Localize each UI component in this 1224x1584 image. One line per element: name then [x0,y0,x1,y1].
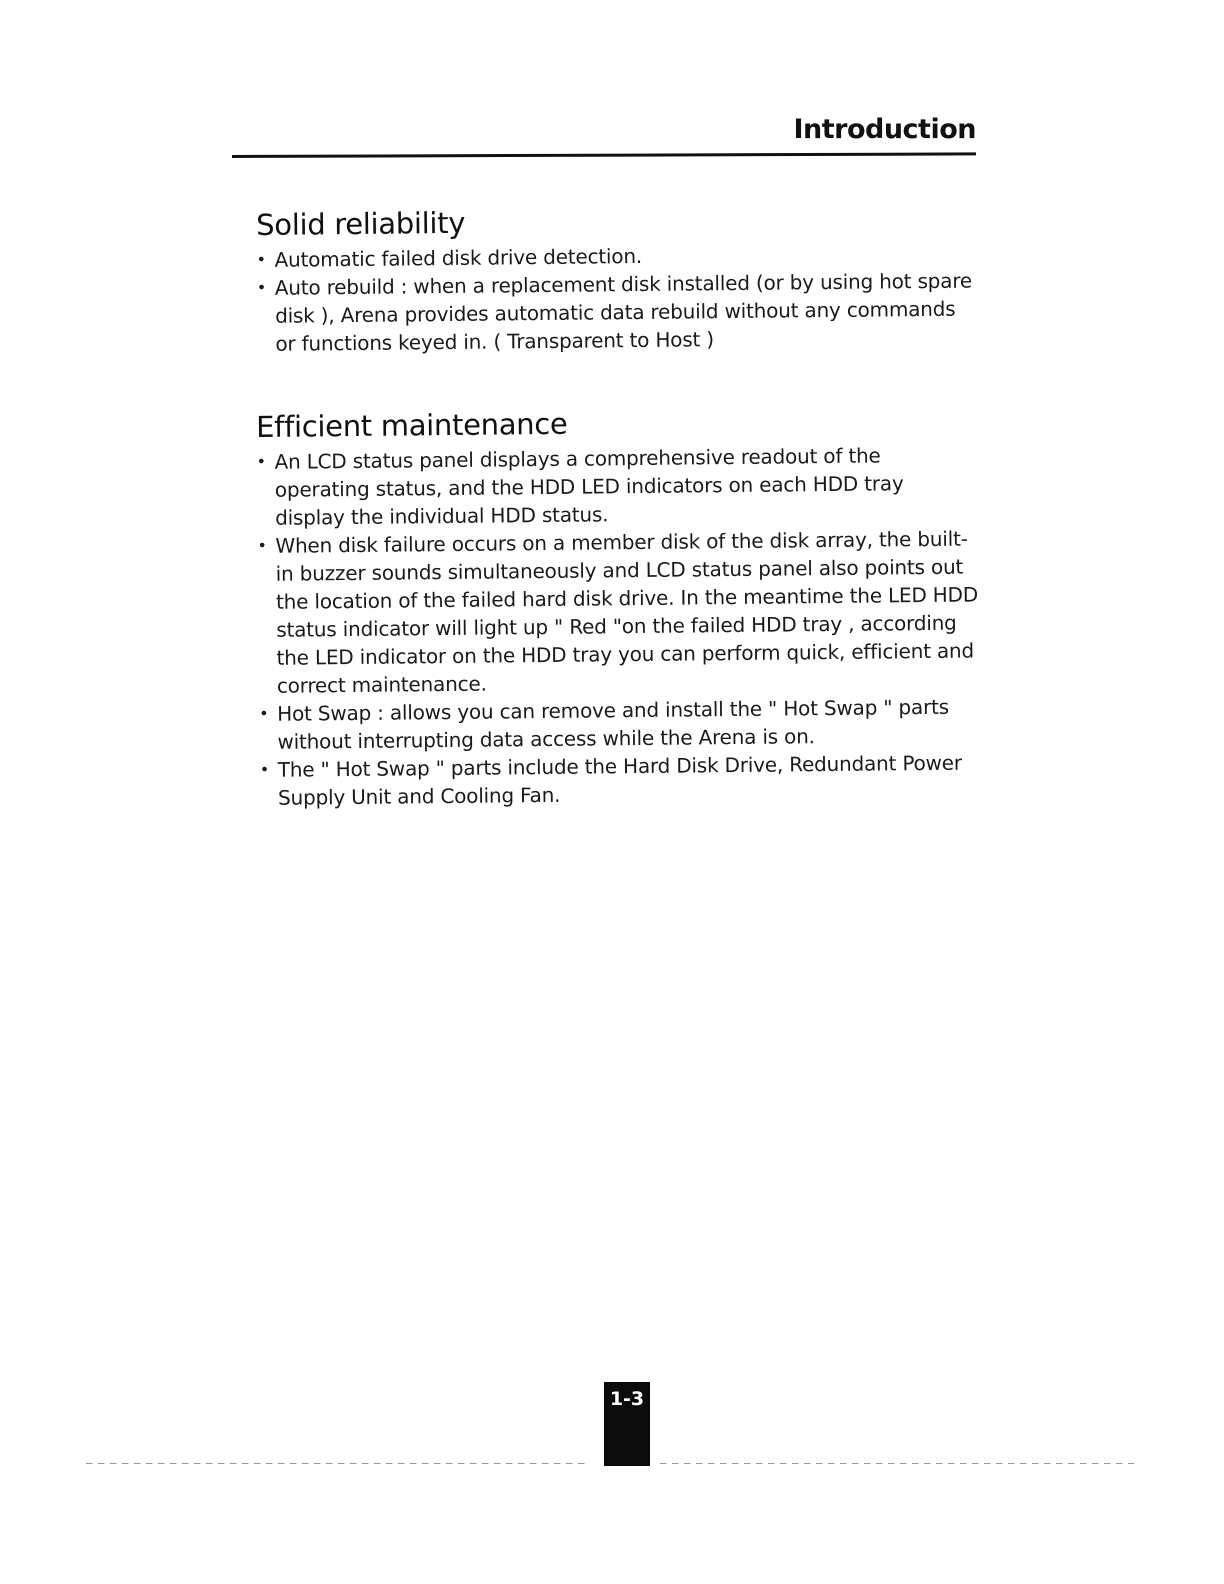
bullet-text: Hot Swap : allows you can remove and install the " Hot Swap " parts without interrupting data access while the Arena is on. [277,694,950,754]
footer-rule-left [86,1463,586,1464]
bullet-list [256,440,980,812]
footer-rule-right [660,1463,1134,1464]
bullet-icon: • [256,451,266,471]
page-number: 1-3 [609,1388,645,1410]
page-number-tab [604,1382,650,1466]
section-heading: Solid reliability [256,205,466,242]
list-item [260,748,981,812]
bullet-icon: • [256,277,267,297]
list-item [256,440,977,532]
header-rule [232,152,976,158]
chapter-title: Introduction [793,114,976,145]
bullet-text: Automatic failed disk drive detection. [274,243,643,272]
list-item [257,524,979,700]
list-item [259,692,980,756]
bullet-text: Auto rebuild : when a replacement disk installed (or by using hot spare disk ), Arena provides automatic data rebuild without any commands or functions keyed in. ( Transparent to Host ) [274,268,973,356]
bullet-text: When disk failure occurs on a member disk of the disk array, the built-in buzzer sounds simultaneously and LCD status panel also points out the location of the failed hard disk drive. In the meantime the LED HDD status indicator will light up " Red "on the failed HDD tray , according the LED indicator on the HDD tray you can perform quick, efficient and correct maintenance. [275,526,979,698]
list-item [257,266,978,358]
bullet-list [256,238,977,358]
bullet-icon: • [259,759,270,779]
bullet-icon: • [259,703,269,723]
section-efficient-maintenance [256,402,980,812]
bullet-icon: • [256,249,266,269]
bullet-icon: • [257,535,267,555]
section-heading: Efficient maintenance [256,406,568,444]
bullet-text: The " Hot Swap " parts include the Hard Disk Drive, Redundant Power Supply Unit and Cooling Fan. [277,750,962,810]
bullet-text: An LCD status panel displays a comprehensive readout of the operating status, and the HDD LED indicators on each HDD tray display the individual HDD status. [274,443,904,530]
section-solid-reliability [256,200,978,358]
